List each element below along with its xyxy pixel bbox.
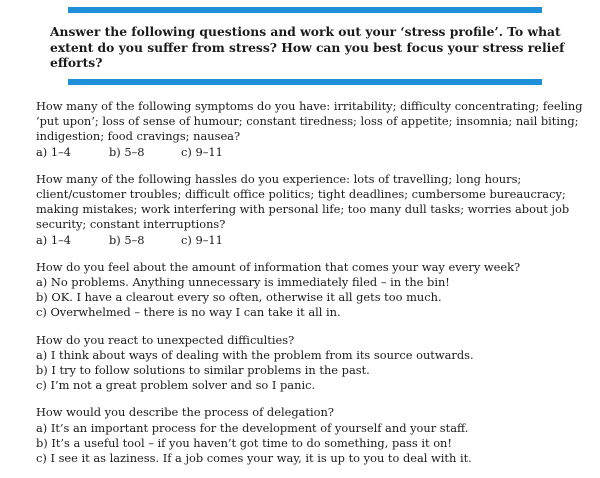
question-text: How many of the following symptoms do you have: irritability; difficulty concentrating; feeling ‘put upon’; loss of sense of humour; constant tiredness; loss of appetite; insomnia; nail biting; indigestion; food cravings; nausea? [36,99,583,144]
bottom-divider-rule [68,79,542,85]
question-3 [36,260,596,321]
answer-option-b: b) 5–8 [109,144,145,159]
answer-option-a: a) 1–4 [36,144,72,159]
question-4 [36,333,596,394]
answer-option-b: b) I try to follow solutions to similar problems in the past. [36,363,370,378]
answer-option-a: a) No problems. Anything unnecessary is immediately filed – in the bin! [36,275,450,290]
answer-option-b: b) 5–8 [109,232,145,247]
answer-option-c: c) 9–11 [181,232,223,247]
intro-instructions: Answer the following questions and work out your ‘stress profile’. To what extent do you suffer from stress? How can you best focus your stress relief efforts? [50,24,565,70]
question-text: How do you feel about the amount of information that comes your way every week? [36,259,521,274]
answer-option-b: b) It’s a useful tool – if you haven’t got time to do something, pass it on! [36,435,452,450]
question-2 [36,172,596,248]
question-text: How many of the following hassles do you experience: lots of travelling; long hours; client/customer troubles; difficult office politics; tight deadlines; cumbersome bureaucracy; making mistakes; work interfering with personal life; too many dull tasks; worries about job security; constant interruptions? [36,171,570,232]
answer-option-c: c) I see it as laziness. If a job comes your way, it is up to you to deal with it. [36,451,472,466]
question-text: How do you react to unexpected difficulties? [36,332,295,347]
answer-option-c: c) I’m not a great problem solver and so I panic. [36,378,316,393]
answer-option-a: a) It’s an important process for the development of yourself and your staff. [36,420,469,435]
answer-option-c: c) 9–11 [181,144,223,159]
answer-option-b: b) OK. I have a clearout every so often, otherwise it all gets too much. [36,290,442,305]
answer-option-c: c) Overwhelmed – there is no way I can take it all in. [36,305,341,320]
answer-options [36,145,596,160]
answer-option-a: a) I think about ways of dealing with the problem from its source outwards. [36,347,474,362]
questionnaire [36,99,596,478]
answer-option-a: a) 1–4 [36,232,72,247]
top-divider-rule [68,7,542,13]
question-5 [36,405,596,466]
answer-options [36,233,596,248]
question-text: How would you describe the process of delegation? [36,405,334,420]
question-1 [36,99,596,160]
